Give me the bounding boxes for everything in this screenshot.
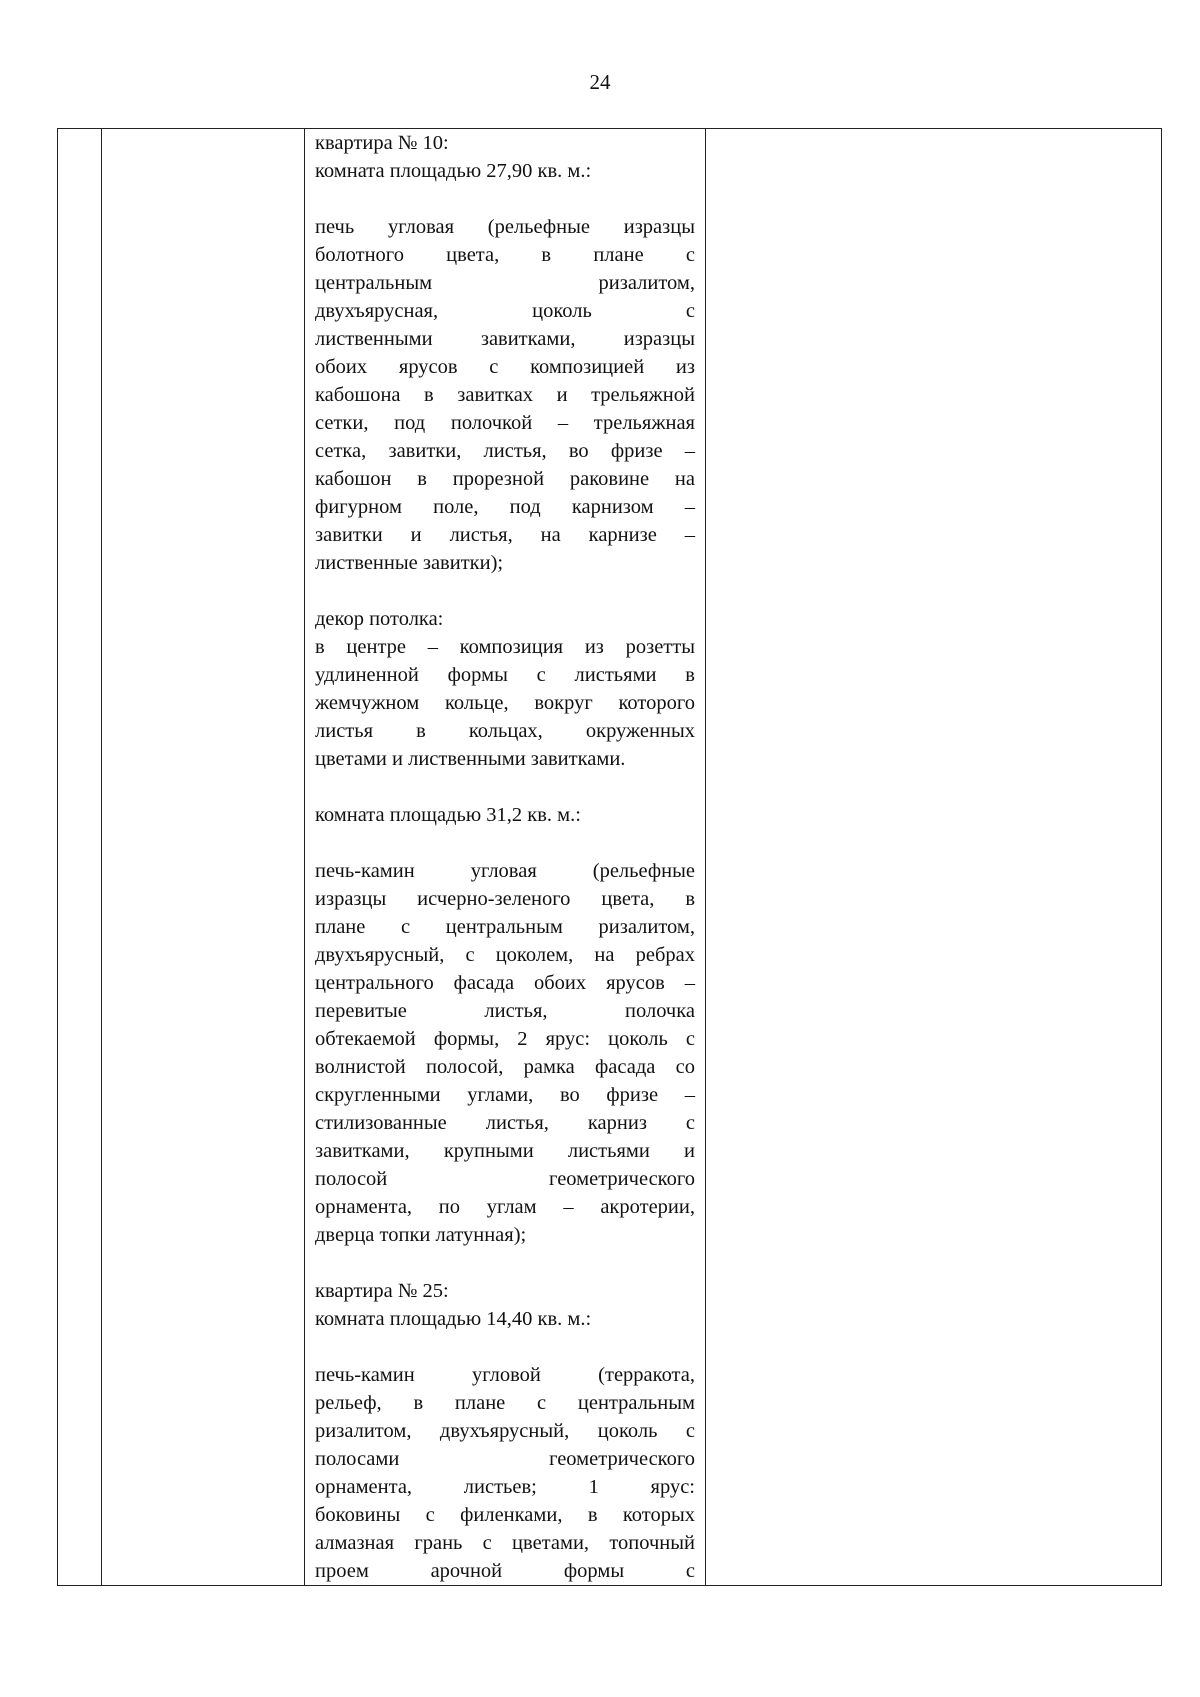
table-cell-notes	[706, 129, 1162, 1586]
description-line: скругленными углами, во фризе –	[315, 1084, 695, 1106]
table-cell-description	[305, 129, 706, 1586]
description-line: кабошон в прорезной раковине на	[315, 468, 695, 490]
table-cell-number	[58, 129, 102, 1586]
description-line: стилизованные листья, карниз с	[315, 1112, 695, 1134]
description-line: кабошона в завитках и трельяжной	[315, 384, 695, 406]
description-line: дверца топки латунная);	[315, 1224, 527, 1246]
description-line: рельеф, в плане с центральным	[315, 1392, 695, 1414]
description-line: волнистой полосой, рамка фасада со	[315, 1056, 695, 1078]
description-line: завитки и листья, на карнизе –	[315, 524, 695, 546]
description-line: проем арочной формы с	[315, 1560, 695, 1582]
description-line: плане с центральным ризалитом,	[315, 916, 695, 938]
document-table	[57, 128, 1162, 1586]
description-line: орнамента, листьев; 1 ярус:	[315, 1476, 695, 1498]
description-line: центрального фасада обоих ярусов –	[315, 972, 695, 994]
description-line: болотного цвета, в плане с	[315, 244, 695, 266]
paragraph-gap	[315, 1249, 695, 1277]
description-line: печь-камин угловая (рельефные	[315, 860, 695, 882]
description-line: полосами геометрического	[315, 1448, 695, 1470]
description-line: боковины с филенками, в которых	[315, 1504, 695, 1526]
description-line: в центре – композиция из розетты	[315, 636, 695, 658]
description-line: декор потолка:	[315, 608, 444, 630]
description-line: обтекаемой формы, 2 ярус: цоколь с	[315, 1028, 695, 1050]
description-line: удлиненной формы с листьями в	[315, 664, 695, 686]
description-line: алмазная грань с цветами, топочный	[315, 1532, 695, 1554]
paragraph-gap	[315, 1333, 695, 1361]
description-text	[305, 129, 705, 1585]
description-line: квартира № 25:	[315, 1280, 449, 1302]
description-line: сетка, завитки, листья, во фризе –	[315, 440, 695, 462]
description-line: изразцы исчерно-зеленого цвета, в	[315, 888, 695, 910]
description-line: листья в кольцах, окруженных	[315, 720, 695, 742]
table-cell-object	[102, 129, 305, 1586]
description-line: завитками, крупными листьями и	[315, 1140, 695, 1162]
description-line: печь-камин угловой (терракота,	[315, 1364, 695, 1386]
description-line: обоих ярусов с композицией из	[315, 356, 695, 378]
paragraph-gap	[315, 577, 695, 605]
description-line: перевитые листья, полочка	[315, 1000, 695, 1022]
description-line: двухъярусная, цоколь с	[315, 300, 695, 322]
description-line: лиственные завитки);	[315, 552, 504, 574]
description-line: комната площадью 27,90 кв. м.:	[315, 160, 592, 182]
description-line: сетки, под полочкой – трельяжная	[315, 412, 695, 434]
page-number: 24	[589, 70, 611, 94]
description-line: полосой геометрического	[315, 1168, 695, 1190]
table-row	[58, 129, 1162, 1586]
description-line: центральным ризалитом,	[315, 272, 695, 294]
description-line: цветами и лиственными завитками.	[315, 748, 626, 770]
description-line: орнамента, по углам – акротерии,	[315, 1196, 695, 1218]
paragraph-gap	[315, 829, 695, 857]
description-line: двухъярусный, с цоколем, на ребрах	[315, 944, 695, 966]
paragraph-gap	[315, 185, 695, 213]
description-line: комната площадью 14,40 кв. м.:	[315, 1308, 592, 1330]
description-line: фигурном поле, под карнизом –	[315, 496, 695, 518]
description-line: ризалитом, двухъярусный, цоколь с	[315, 1420, 695, 1442]
description-line: квартира № 10:	[315, 132, 449, 154]
paragraph-gap	[315, 773, 695, 801]
description-line: печь угловая (рельефные изразцы	[315, 216, 695, 238]
description-line: лиственными завитками, изразцы	[315, 328, 695, 350]
description-line: жемчужном кольце, вокруг которого	[315, 692, 695, 714]
description-line: комната площадью 31,2 кв. м.:	[315, 804, 581, 826]
